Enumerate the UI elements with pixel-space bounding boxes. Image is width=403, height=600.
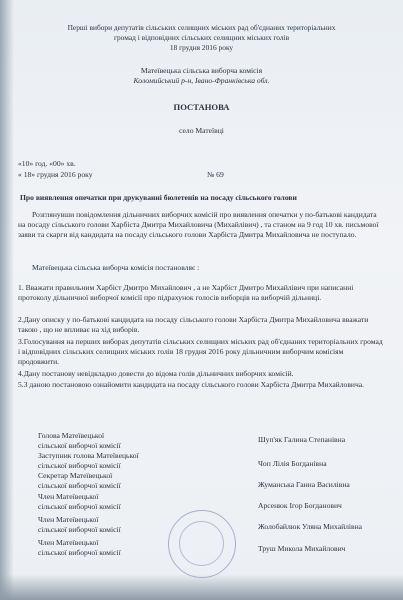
signature-role: Член Матеївецької (38, 538, 99, 547)
signature-role: сільської виборчої комісії (38, 461, 121, 470)
document-number: № 69 (207, 170, 224, 179)
signature-name: Чоп Лілія Богданівна (258, 459, 327, 468)
point-5: 5.З даною постановою ознайомити кандидата на посаду сільського голови Харбіста Дмитра Михайловича. (18, 380, 365, 389)
header-line-1: Перші вибори депутатів сільських селищних міських рад об'єднаних територіальних (67, 23, 336, 32)
header-line-3: 18 грудня 2016 року (169, 43, 234, 52)
date: « 18» грудня 2016 року (18, 170, 93, 179)
resolve-line: Матеївецька сільська виборча комісія постановляє : (32, 263, 200, 272)
commission-region: Коломийський р-н, Івано-Франківська обл. (133, 76, 270, 85)
signature-role: Член Матеївецької (38, 515, 99, 524)
signature-role: Заступник голова Матеївецької (38, 451, 139, 460)
place: село Матеївці (179, 126, 224, 135)
point-4: 4.Дану постанову невідкладно довести до відома голів дільничних виборчих комісій. (18, 369, 294, 378)
signature-role: Голова Матеївецької (38, 431, 105, 440)
point-1: 1. Вважати правильним Харбіст Дмитро Михайлович , а не Харбіст Дмитро Михайлівич при написанні протоколу дільничної виборчої комісії про підрахунок голосів виборців на виборчій дільниці. (18, 283, 354, 303)
signature-role: сільської виборчої комісії (38, 481, 121, 490)
time: «10» год. «00» хв. (18, 159, 76, 168)
intro-paragraph: Розглянувши повідомлення дільничних виборчих комісій про виявлення опечатки у по-батькові кандидата на посаду сільського голови Харбіста Дмитра Михайловича (Михайлівич) , та станом на 9 год 10 хв. письмової заяви та скарги від кандидата на посаду сільського голови Харбіста Дмитра Михайловича не поступало. (18, 210, 379, 240)
signature-name: Жуманська Ганна Василівна (258, 480, 350, 489)
signature-name: Арсенюк Ігор Богданович (258, 501, 342, 510)
official-stamp-icon (168, 510, 236, 578)
point-3: 3.Голосування на перших виборах депутатів сільських селищних міських рад об'єднаних територіальних громад і відповідних сільських селищних міських голів 18 грудня 2016 року дільничним виборчим комісіям продовжити. (18, 337, 383, 367)
signature-role: Член Матеївецької (38, 492, 99, 501)
header-line-2: громад і відповідних сільських селищних міських голів (113, 33, 290, 42)
commission-name: Матеївецька сільська виборча комісія (140, 66, 263, 75)
subject: Про виявлення опечатки при друкуванні бюлетенів на посаду сільського голови (20, 193, 297, 202)
signature-role: сільської виборчої комісії (38, 441, 121, 450)
signature-name: Жолобайлюк Уляна Михайлівна (258, 522, 363, 531)
page-shadow-left (0, 0, 14, 600)
page-shadow-bottom (0, 574, 403, 600)
document-title: ПОСТАНОВА (173, 102, 230, 112)
signature-name: Шуп'як Галина Степанівна (258, 435, 346, 444)
signature-name: Труш Микола Михайлович (258, 544, 346, 553)
signature-role: сільської виборчої комісії (38, 548, 121, 557)
signature-role: сільської виборчої комісії (38, 502, 121, 511)
signature-role: сільської виборчої комісії (38, 525, 121, 534)
point-2: 2.Дану описку у по-батькові кандидата на посаду сільського голови Харбіста Дмитра Михайловича вважати такою , що не впливає на хід виборів. (18, 315, 369, 335)
signature-role: Секретар Матеївецької (38, 471, 113, 480)
